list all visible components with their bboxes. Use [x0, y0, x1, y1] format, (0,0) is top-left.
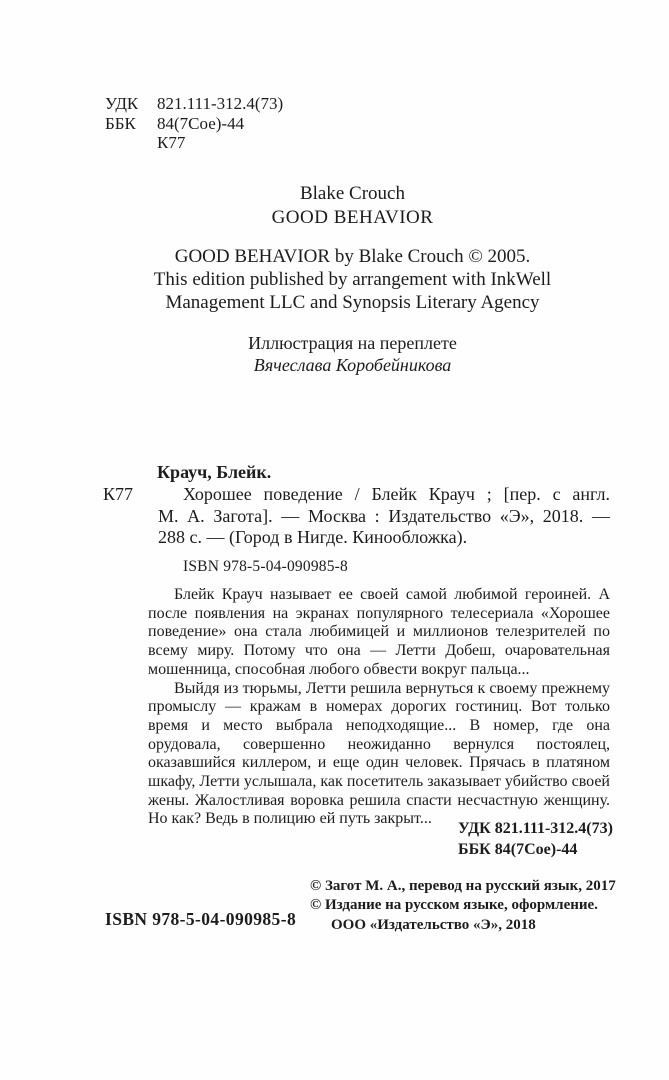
catalog-author-sign: К77 — [103, 484, 134, 504]
author-sign-spacer — [105, 133, 157, 153]
copyright-line-publisher: ООО «Издательство «Э», 2018 — [331, 916, 536, 933]
rights-statement — [95, 245, 610, 314]
illustration-credit — [95, 333, 610, 376]
classification-block-bottom — [458, 819, 613, 860]
author-sign-top: К77 — [157, 133, 186, 152]
original-author: Blake Crouch — [299, 183, 405, 204]
bbk-bottom-value: ББК 84(7Сое)-44 — [458, 840, 578, 858]
udk-bottom-value: УДК 821.111-312.4(73) — [458, 820, 613, 837]
bbk-label: ББК — [105, 113, 136, 133]
catalog-entry-line: М. А. Загота]. — Москва : Издательство «Э», 2018. — — [158, 505, 610, 526]
catalog-entry-line: Хорошее поведение / Блейк Крауч ; [пер. с англ. — [183, 484, 610, 504]
author-sign-row — [105, 133, 283, 153]
isbn-main: ISBN 978-5-04-090985-8 — [105, 909, 297, 929]
annotation-paragraph: Выйдя из тюрьмы, Летти решила вернуться к своему прежнему промыслу — кражам в номерах дорогих гостиниц. Вот только время и место выбрала неподходящие... В номер, где она орудовала, совершенно неожиданно вернулся постоялец, оказавшийся киллером, и еще один человек. Прячась в платяном шкафу, Летти услышала, как посетитель заказывает убийство своей жены. Жалостливая воровка решила спасти несчастную женщину. Но как? Ведь в полицию ей путь закрыт... — [148, 679, 610, 828]
illustration-caption: Иллюстрация на переплете — [248, 333, 457, 353]
udk-value: 821.111-312.4(73) — [157, 94, 284, 113]
original-title-block — [95, 182, 610, 314]
isbn-card: ISBN 978-5-04-090985-8 — [183, 558, 348, 575]
catalog-author-heading: Крауч, Блейк. — [157, 462, 272, 482]
illustration-artist: Вячеслава Коробейникова — [253, 354, 452, 375]
rights-line: This edition published by arrangement with InkWell — [153, 269, 552, 290]
catalog-entry — [158, 484, 610, 549]
udk-row — [105, 94, 283, 114]
rights-line: Management LLC and Synopsis Literary Agency — [165, 292, 540, 313]
bbk-value: 84(7Сое)-44 — [157, 113, 245, 133]
annotation-paragraph: Блейк Крауч называет ее своей самой любимой героиней. А после появления на экранах популярного телесериала «Хорошее поведение» она стала любимицей и миллионов телезрителей по всему миру. Потому что она — Летти Добеш, очаровательная мошенница, способная любого обвести вокруг пальца... — [148, 586, 610, 678]
udk-label: УДК — [105, 94, 139, 113]
annotation-block — [148, 586, 610, 829]
classification-block-top — [105, 94, 283, 153]
copyright-line-translation: © Загот М. А., перевод на русский язык, 2017 — [310, 878, 616, 894]
rights-line: GOOD BEHAVIOR by Blake Crouch © 2005. — [174, 246, 531, 267]
copyright-line-edition: © Издание на русском языке, оформление. — [310, 897, 598, 914]
original-title: GOOD BEHAVIOR — [271, 207, 434, 228]
catalog-entry-line: 288 с. — (Город в Нигде. Кинообложка). — [158, 527, 468, 547]
copyright-block — [310, 877, 616, 935]
bbk-row — [105, 114, 283, 134]
